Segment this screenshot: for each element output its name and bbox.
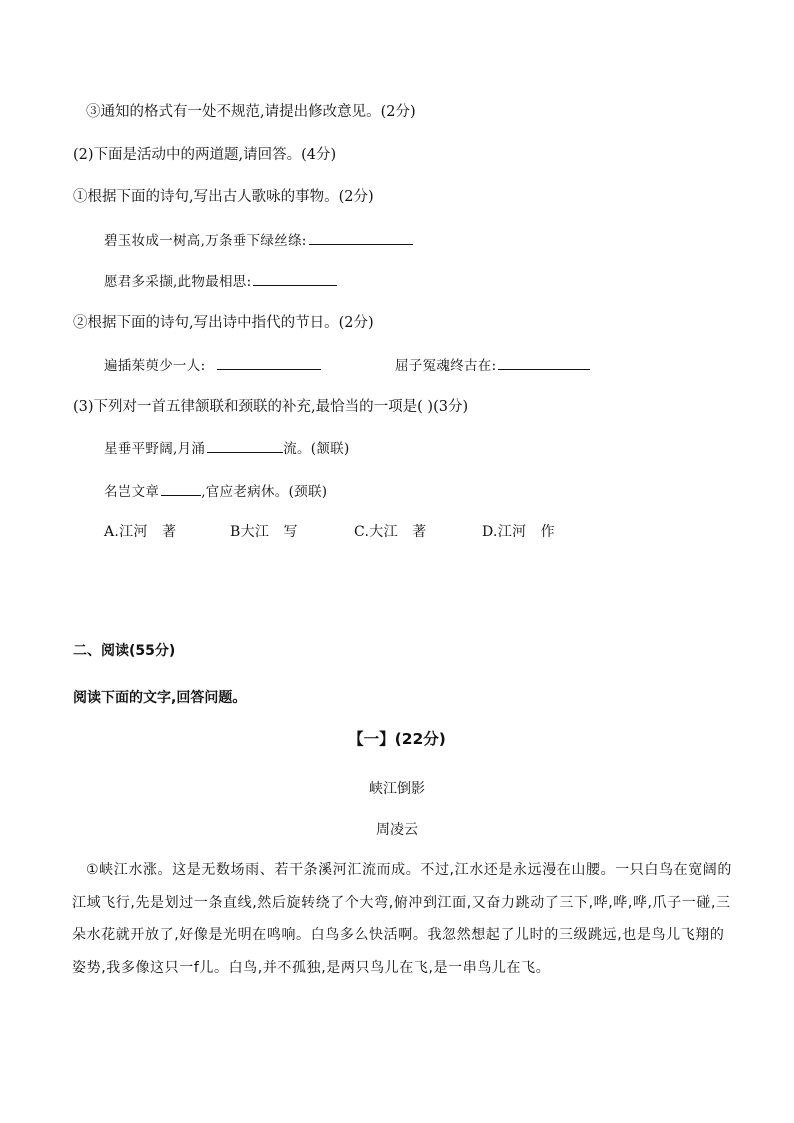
sub-question-2-title: ②根据下面的诗句,写出诗中指代的节日。(2分)	[73, 315, 374, 331]
option-a[interactable]: A.江河 著	[104, 524, 177, 540]
answer-blank[interactable]	[498, 355, 590, 370]
section-heading: 二、阅读(55分)	[73, 643, 176, 659]
answer-options	[104, 522, 572, 542]
essay-paragraph-1: ①峡江水涨。这是无数场雨、若干条溪河汇流而成。不过,江水还是永远漫在山腰。一只白鸟在宽阔的江域飞行,先是划过一条直线,然后旋转绕了个大弯,俯冲到江面,又奋力跳动了三下,哗,哗,哗,爪子一碰,三朵水花就开放了,好像是光明在鸣响。白鸟多么快活啊。我忽然想起了儿时的三级跳远,也是鸟儿飞翔的姿势,我多像这只一f儿。白鸟,并不孤独,是两只鸟儿在飞,是一串鸟儿在飞。	[72, 862, 732, 976]
poem-text: 星垂平野阔,月涌	[104, 441, 206, 457]
poem-line-redbean	[104, 271, 337, 292]
sub-question-1-title: ①根据下面的诗句,写出古人歌咏的事物。(2分)	[73, 189, 374, 205]
answer-blank[interactable]	[161, 481, 201, 496]
reading-part-label: 【一】(22分)	[348, 730, 446, 748]
poem-couplet-1	[104, 438, 350, 459]
question-part-2-title: (2)下面是活动中的两道题,请回答。(4分)	[73, 147, 337, 163]
poem-line-willow	[104, 230, 413, 251]
essay-author: 周凌云	[376, 822, 418, 838]
reading-instruction: 阅读下面的文字,回答问题。	[73, 690, 247, 706]
essay-title: 峡江倒影	[369, 781, 425, 797]
answer-blank[interactable]	[217, 355, 321, 370]
festival-line-a	[104, 355, 321, 376]
poem-text: 流。(颔联)	[283, 441, 350, 457]
option-d[interactable]: D.江河 作	[482, 524, 555, 540]
poem-text: ,官应老病休。(颈联)	[201, 484, 328, 500]
answer-blank[interactable]	[253, 271, 337, 286]
poem-couplet-2	[104, 481, 327, 502]
question-part-3-title: (3)下列对一首五律颔联和颈联的补充,最恰当的一项是( )(3分)	[73, 399, 469, 415]
option-c[interactable]: C.大江 著	[354, 524, 427, 540]
question-item-3: ③通知的格式有一处不规范,请提出修改意见。(2分)	[86, 104, 416, 120]
poem-text: 屈子冤魂终古在:	[395, 358, 497, 374]
answer-blank[interactable]	[207, 438, 283, 453]
answer-blank[interactable]	[309, 230, 413, 245]
poem-text: 愿君多采撷,此物最相思:	[104, 274, 252, 290]
poem-text: 碧玉妆成一树高,万条垂下绿丝绦:	[104, 233, 307, 249]
option-b[interactable]: B大江 写	[230, 524, 298, 540]
festival-line-b	[395, 355, 590, 376]
poem-text: 名岂文章	[104, 484, 160, 500]
poem-text: 遍插茱萸少一人:	[104, 358, 206, 374]
